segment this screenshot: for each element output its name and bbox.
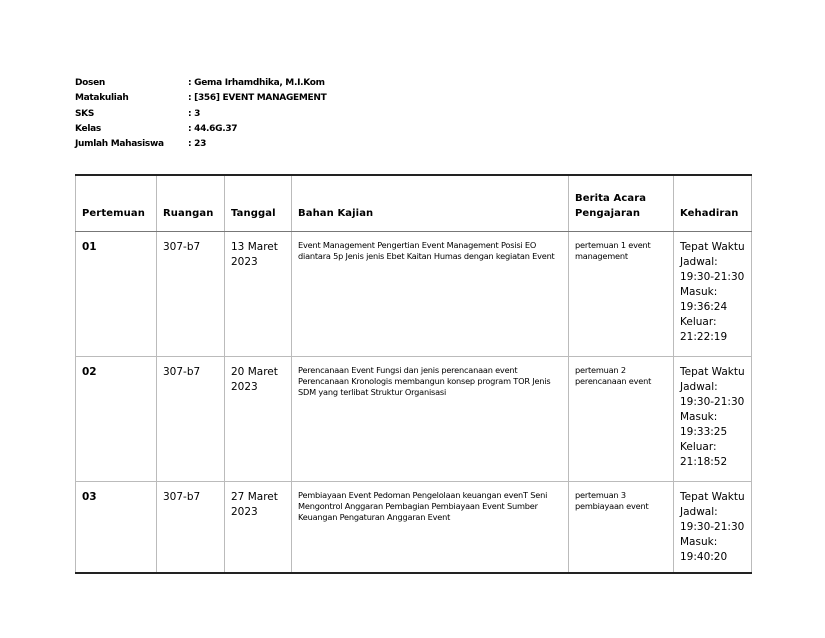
- cell-bahan-kajian: Pembiayaan Event Pedoman Pengelolaan keuangan evenT Seni Mengontrol Anggaran Pembagian Pembiayaan Event Sumber Keuangan Pengaturan Anggaran Event: [292, 482, 569, 574]
- cell-pertemuan: 03: [76, 482, 157, 574]
- tanggal-date: 27 Maret: [231, 491, 278, 503]
- cell-pertemuan: 02: [76, 357, 157, 482]
- att-keluar: 21:18:52: [680, 456, 728, 468]
- cell-tanggal: [225, 232, 292, 357]
- att-keluar: 21:22:19: [680, 331, 728, 343]
- att-masuk-label: Masuk:: [680, 411, 718, 423]
- header-tanggal: Tanggal: [225, 175, 292, 232]
- header-ruangan: Ruangan: [157, 175, 225, 232]
- course-info: [75, 76, 326, 152]
- sks-value: : 3: [188, 108, 201, 119]
- kelas-value: : 44.6G.37: [188, 123, 238, 134]
- info-row-kelas: [75, 122, 326, 137]
- header-pertemuan: Pertemuan: [76, 175, 157, 232]
- cell-berita-acara: pertemuan 3 pembiayaan event: [569, 482, 674, 574]
- table-row: [76, 482, 752, 574]
- tanggal-year: 2023: [231, 381, 258, 393]
- matakuliah-value: : [356] EVENT MANAGEMENT: [188, 93, 327, 104]
- header-berita-acara: [569, 175, 674, 232]
- tanggal-date: 20 Maret: [231, 366, 278, 378]
- cell-tanggal: [225, 482, 292, 574]
- header-berita-line2: Pengajaran: [575, 208, 641, 219]
- att-jadwal: 19:30-21:30: [680, 396, 745, 408]
- tanggal-year: 2023: [231, 506, 258, 518]
- tanggal-date: 13 Maret: [231, 241, 278, 253]
- att-keluar-label: Keluar:: [680, 316, 717, 328]
- att-masuk-label: Masuk:: [680, 286, 718, 298]
- cell-berita-acara: pertemuan 1 event management: [569, 232, 674, 357]
- att-jadwal-label: Jadwal:: [680, 506, 718, 518]
- att-status: Tepat Waktu: [680, 491, 745, 503]
- cell-kehadiran: [674, 357, 752, 482]
- att-masuk-label: Masuk:: [680, 536, 718, 548]
- att-masuk: 19:40:20: [680, 551, 728, 563]
- header-kehadiran: Kehadiran: [674, 175, 752, 232]
- jumlah-mahasiswa-label: Jumlah Mahasiswa: [75, 139, 164, 150]
- info-row-dosen: [75, 76, 326, 91]
- att-jadwal: 19:30-21:30: [680, 271, 745, 283]
- cell-tanggal: [225, 357, 292, 482]
- tanggal-year: 2023: [231, 256, 258, 268]
- table-row: [76, 357, 752, 482]
- cell-kehadiran: [674, 232, 752, 357]
- att-status: Tepat Waktu: [680, 241, 745, 253]
- info-row-jumlah: [75, 137, 326, 152]
- att-masuk: 19:33:25: [680, 426, 728, 438]
- table-row: [76, 232, 752, 357]
- cell-ruangan: 307-b7: [157, 232, 225, 357]
- header-berita-line1: Berita Acara: [575, 193, 647, 204]
- att-jadwal-label: Jadwal:: [680, 381, 718, 393]
- cell-ruangan: 307-b7: [157, 482, 225, 574]
- cell-kehadiran: [674, 482, 752, 574]
- matakuliah-label: Matakuliah: [75, 93, 129, 104]
- att-jadwal-label: Jadwal:: [680, 256, 718, 268]
- dosen-label: Dosen: [75, 78, 106, 88]
- cell-pertemuan: 01: [76, 232, 157, 357]
- dosen-value: : Gema Irhamdhika, M.I.Kom: [188, 78, 325, 88]
- kelas-label: Kelas: [75, 123, 101, 134]
- info-row-sks: [75, 107, 326, 122]
- sks-label: SKS: [75, 108, 95, 119]
- table-header-row: [76, 175, 752, 232]
- cell-berita-acara: pertemuan 2 perencanaan event: [569, 357, 674, 482]
- att-masuk: 19:36:24: [680, 301, 728, 313]
- att-status: Tepat Waktu: [680, 366, 745, 378]
- jumlah-mahasiswa-value: : 23: [188, 139, 207, 150]
- attendance-table: [75, 174, 752, 574]
- header-bahan-kajian: Bahan Kajian: [292, 175, 569, 232]
- att-jadwal: 19:30-21:30: [680, 521, 745, 533]
- cell-bahan-kajian: Perencanaan Event Fungsi dan jenis perencanaan event Perencanaan Kronologis membangun konsep program TOR Jenis SDM yang terlibat Struktur Organisasi: [292, 357, 569, 482]
- att-keluar-label: Keluar:: [680, 441, 717, 453]
- info-row-matakuliah: [75, 91, 326, 106]
- cell-bahan-kajian: Event Management Pengertian Event Management Posisi EO diantara 5p Jenis jenis Ebet Kaitan Humas dengan kegiatan Event: [292, 232, 569, 357]
- cell-ruangan: 307-b7: [157, 357, 225, 482]
